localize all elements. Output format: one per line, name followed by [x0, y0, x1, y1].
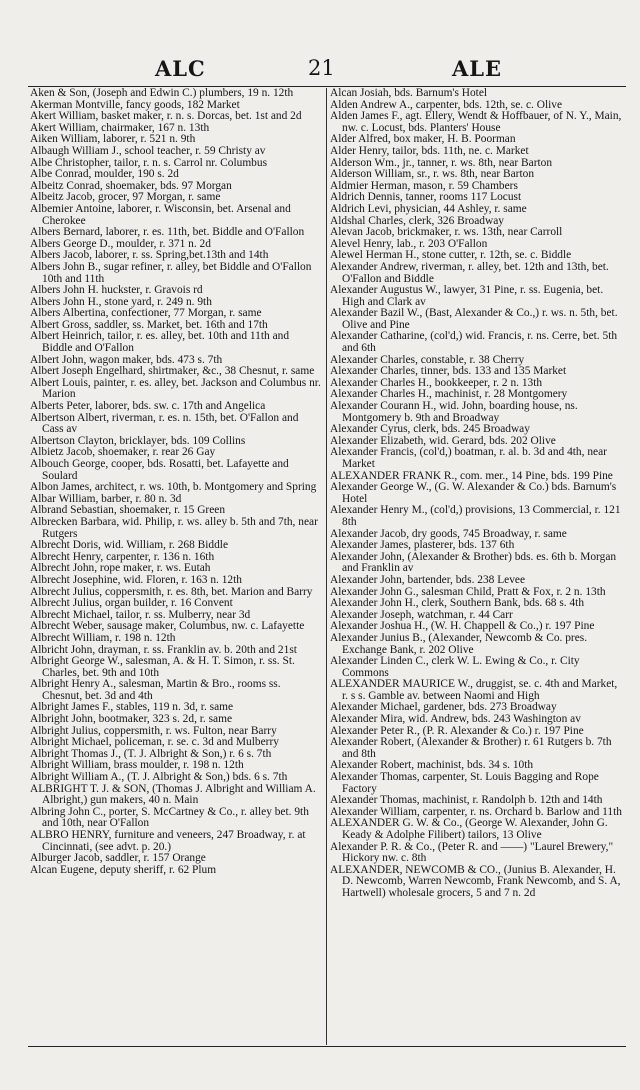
directory-entry: Alexander Thomas, carpenter, St. Louis Bagging and Rope Factory — [330, 771, 599, 795]
directory-entry: Albring John C., porter, S. McCartney & Co., r. alley bet. 9th and 10th, near O'Fallon — [30, 805, 309, 830]
directory-entry: Albert Heinrich, tailor, r. es. alley, bet. 10th and 11th and Biddle and O'Fallon — [30, 330, 290, 355]
directory-entry: Alderson Wm., jr., tanner, r. ws. 8th, near Barton — [330, 156, 553, 169]
directory-entry: Albers John B., sugar refiner, r. alley, bet Biddle and O'Fallon 10th and 11th — [30, 260, 312, 285]
directory-entry: Alexander Mira, wid. Andrew, bds. 243 Washington av — [330, 713, 581, 726]
directory-entry: Albright Thomas J., (T. J. Albright & Son,) r. 6 s. 7th — [30, 747, 272, 760]
right-column — [330, 88, 626, 1046]
directory-entry: Albright George W., salesman, A. & H. T. Simon, r. ss. St. Charles, bet. 9th and 10th — [30, 655, 295, 679]
directory-entry: Alexander Cyrus, clerk, bds. 245 Broadway — [330, 423, 530, 436]
directory-entry: Albrecht Michael, tailor, r. ss. Mulberry, near 3d — [30, 608, 251, 621]
directory-entry: ALBRO HENRY, furniture and veneers, 247 Broadway, r. at Cincinnati, (see advt. p. 20.) — [30, 829, 306, 853]
directory-entry: Alexander Catharine, (col'd,) wid. Francis, r. ns. Cerre, bet. 5th and 6th — [330, 330, 618, 355]
directory-entry: Albrand Sebastian, shoemaker, r. 15 Green — [30, 504, 226, 517]
directory-entry: Alburger Jacob, saddler, r. 157 Orange — [30, 852, 206, 865]
directory-entry: Alexander Charles, constable, r. 38 Cherry — [330, 353, 525, 366]
directory-entry: Aldrich Dennis, tanner, rooms 117 Locust — [330, 191, 522, 204]
directory-entry: Alexander Andrew, riverman, r. alley, bet. 12th and 13th, bet. O'Fallon and Biddle — [330, 260, 609, 285]
directory-entry: Albeitz Jacob, grocer, 97 Morgan, r. same — [30, 191, 221, 204]
directory-entry: Aiken William, laborer, r. 521 n. 9th — [30, 133, 196, 146]
directory-entry: ALEXANDER FRANK R., com. mer., 14 Pine, bds. 199 Pine — [330, 469, 613, 482]
directory-entry: Alexander John, bartender, bds. 238 Levee — [330, 573, 526, 586]
directory-entry: Alexander Jacob, dry goods, 745 Broadway, r. same — [330, 527, 567, 540]
header-left-guide-word: ALC — [155, 56, 206, 81]
directory-entry: Alcan Eugene, deputy sheriff, r. 62 Plum — [30, 863, 217, 876]
directory-entry: Alexander Elizabeth, wid. Gerard, bds. 202 Olive — [330, 434, 556, 447]
column-divider — [326, 88, 327, 1045]
directory-entry: Alder Henry, tailor, bds. 11th, ne. c. Market — [330, 144, 529, 157]
directory-entry: Aldrich Levi, physician, 44 Ashley, r. same — [330, 202, 527, 215]
directory-entry: Alden Andrew A., carpenter, bds. 12th, se. c. Olive — [330, 98, 563, 111]
directory-entry: Alexander John, (Alexander & Brother) bds. es. 6th b. Morgan and Franklin av — [330, 550, 617, 575]
directory-entry: Albrecht John, rope maker, r. ws. Eutah — [30, 562, 211, 575]
directory-entry: Albert Gross, saddler, ss. Market, bet. 16th and 17th — [30, 318, 268, 331]
directory-entry: Albe Christopher, tailor, r. n. s. Carrol nr. Columbus — [30, 156, 268, 169]
directory-entry: Albers George D., moulder, r. 371 n. 2d — [30, 237, 211, 250]
directory-entry: ALEXANDER MAURICE W., druggist, se. c. 4th and Market, r. s s. Gamble av. between Naomi and High — [330, 678, 618, 702]
directory-entry: Albers John H. huckster, r. Gravois rd — [30, 284, 203, 297]
directory-entry: Albe Conrad, moulder, 190 s. 2d — [30, 168, 179, 181]
directory-entry: Albar William, barber, r. 80 n. 3d — [30, 492, 182, 505]
directory-entry: Albrecken Barbara, wid. Philip, r. ws. alley b. 5th and 7th, near Rutgers — [30, 515, 318, 540]
directory-entry: Akert William, basket maker, r. n. s. Dorcas, bet. 1st and 2d — [30, 110, 302, 123]
directory-entry: Alexander Linden C., clerk W. L. Ewing & Co., r. City Commons — [330, 655, 580, 679]
directory-entry: Albricht John, drayman, r. ss. Franklin av. b. 20th and 21st — [30, 643, 297, 656]
directory-entry: Alcan Josiah, bds. Barnum's Hotel — [330, 88, 488, 99]
directory-entry: Akerman Montville, fancy goods, 182 Market — [30, 98, 240, 111]
directory-entry: Alexander Charles H., bookkeeper, r. 2 n. 13th — [330, 376, 543, 389]
directory-entry: Alder Alfred, box maker, H. B. Poorman — [330, 133, 516, 146]
page-header — [0, 52, 640, 88]
directory-entry: Albrecht Josephine, wid. Floren, r. 163 n. 12th — [30, 573, 242, 586]
directory-entry: Alexander Thomas, machinist, r. Randolph b. 12th and 14th — [330, 794, 603, 807]
directory-entry: Alexander Robert, (Alexander & Brother) r. 61 Rutgers b. 7th and 8th — [330, 736, 612, 760]
directory-entry: Albers Bernard, laborer, r. es. 11th, bet. Biddle and O'Fallon — [30, 226, 305, 239]
page-number: 21 — [308, 56, 335, 80]
directory-entry: ALBRIGHT T. J. & SON, (Thomas J. Albright and William A. Albright,) gun makers, 40 n. Main — [30, 782, 316, 807]
directory-entry: Alexander Charles, tinner, bds. 133 and 135 Market — [330, 365, 567, 378]
header-rule — [28, 86, 626, 87]
directory-entry: Alberts Peter, laborer, bds. sw. c. 17th and Angelica — [30, 400, 266, 413]
directory-entry: Albon James, architect, r. ws. 10th, b. Montgomery and Spring — [30, 481, 317, 494]
directory-entry: Albrecht Weber, sausage maker, Columbus, nw. c. Lafayette — [30, 620, 305, 633]
directory-entry: Aldshal Charles, clerk, 326 Broadway — [330, 214, 504, 227]
directory-entry: Albers John H., stone yard, r. 249 n. 9th — [30, 295, 212, 308]
directory-entry: Alexander Robert, machinist, bds. 34 s. 10th — [330, 759, 534, 772]
directory-entry: Akert William, chairmaker, 167 n. 13th — [30, 121, 210, 134]
directory-entry: Albright Julius, coppersmith, r. ws. Fulton, near Barry — [30, 724, 277, 737]
directory-entry: Alexander Courann H., wid. John, boarding house, ns. Montgomery b. 9th and Broadway — [330, 400, 578, 424]
directory-entry: Albright James F., stables, 119 n. 3d, r. same — [30, 701, 234, 714]
directory-entry: Alexander James, plasterer, bds. 137 6th — [330, 539, 515, 552]
directory-entry: Alden James F., agt. Ellery, Wendt & Hoffbauer, of N. Y., Main, nw. c. Locust, bds. Planters' House — [330, 110, 622, 134]
directory-entry: Albright William, brass moulder, r. 198 n. 12th — [30, 759, 244, 772]
directory-entry: Albertson Albert, riverman, r. es. n. 15th, bet. O'Fallon and Cass av — [30, 411, 299, 436]
directory-entry: Alexander Augustus W., lawyer, 31 Pine, r. ss. Eugenia, bet. High and Clark av — [330, 284, 604, 308]
directory-entry: Alexander Henry M., (col'd,) provisions, 13 Commercial, r. 121 8th — [330, 504, 621, 528]
directory-entry: Alexander Charles H., machinist, r. 28 Montgomery — [330, 388, 568, 401]
directory-entry: Albemier Antoine, laborer, r. Wisconsin, bet. Arsenal and Cherokee — [30, 202, 291, 227]
directory-entry: Albrecht Doris, wid. William, r. 268 Biddle — [30, 539, 229, 552]
directory-entry: Albright John, bootmaker, 323 s. 2d, r. same — [30, 713, 233, 726]
directory-entry: Alevel Henry, lab., r. 203 O'Fallon — [330, 237, 488, 250]
directory-entry: Albright William A., (T. J. Albright & Son,) bds. 6 s. 7th — [30, 771, 288, 784]
directory-entry: Albeitz Conrad, shoemaker, bds. 97 Morgan — [30, 179, 232, 192]
directory-entry: ALEXANDER G. W. & Co., (George W. Alexander, John G. Keady & Adolphe Filibert) tailors, 13 Olive — [330, 817, 608, 841]
directory-entry: Albright Henry A., salesman, Martin & Bro., rooms ss. Chesnut, bet. 3d and 4th — [30, 678, 281, 702]
directory-entry: Albers Jacob, laborer, r. ss. Spring,bet.13th and 14th — [30, 249, 269, 262]
directory-entry: Albright Michael, policeman, r. se. c. 3d and Mulberry — [30, 736, 279, 749]
directory-entry: Alexander William, carpenter, r. ns. Orchard b. Barlow and 11th — [330, 805, 622, 818]
directory-entry: Alewel Herman H., stone cutter, r. 12th, se. c. Biddle — [330, 249, 572, 262]
directory-entry: Albietz Jacob, shoemaker, r. rear 26 Gay — [30, 446, 216, 459]
directory-entry: Albertson Clayton, bricklayer, bds. 109 Collins — [30, 434, 246, 447]
header-right-guide-word: ALE — [452, 56, 503, 81]
directory-entry: Alexander John G., salesman Child, Pratt & Fox, r. 2 n. 13th — [330, 585, 606, 598]
directory-entry: Alexander Junius B., (Alexander, Newcomb & Co. pres. Exchange Bank, r. 202 Olive — [330, 631, 588, 656]
directory-entry: Alexander Bazil W., (Bast, Alexander & Co.,) r. ws. n. 5th, bet. Olive and Pine — [330, 307, 618, 331]
directory-entry: Alexander Michael, gardener, bds. 273 Broadway — [330, 701, 557, 714]
directory-entry: Alexander P. R. & Co., (Peter R. and ——) "Laurel Brewery," Hickory nw. c. 8th — [330, 840, 614, 865]
directory-entry: Alexander Joseph, watchman, r. 44 Carr — [330, 608, 513, 621]
directory-entry: Alexander Peter R., (P. R. Alexander & Co.) r. 197 Pine — [330, 724, 584, 737]
directory-entry: Alevan Jacob, brickmaker, r. ws. 13th, near Carroll — [330, 226, 563, 239]
directory-entry: Albert Louis, painter, r. es. alley, bet. Jackson and Columbus nr. Marion — [30, 376, 321, 401]
directory-entry: Aken & Son, (Joseph and Edwin C.) plumbers, 19 n. 12th — [30, 88, 294, 99]
directory-entry: Aldmier Herman, mason, r. 59 Chambers — [330, 179, 518, 192]
directory-entry: ALEXANDER, NEWCOMB & CO., (Junius B. Alexander, H. D. Newcomb, Warren Newcomb, Frank Newcomb, and S. A, Hartwell) wholesale grocers, 5 and 7 n. 2d — [330, 863, 621, 899]
directory-entry: Albouch George, cooper, bds. Rosatti, bet. Lafayette and Soulard — [30, 458, 289, 482]
directory-entry: Albrecht Julius, organ builder, r. 16 Convent — [30, 597, 233, 610]
directory-entry: Albrecht Henry, carpenter, r. 136 n. 16th — [30, 550, 215, 563]
directory-entry: Albers Albertina, confectioner, 77 Morgan, r. same — [30, 307, 262, 320]
directory-entry: Albert Joseph Engelhard, shirtmaker, &c., 38 Chesnut, r. same — [30, 365, 315, 378]
left-column — [30, 88, 322, 1046]
directory-entry: Alexander Francis, (col'd,) boatman, r. al. b. 3d and 4th, near Market — [330, 446, 607, 470]
directory-entry: Alexander George W., (G. W. Alexander & Co.) bds. Barnum's Hotel — [330, 481, 617, 505]
directory-entry: Albrecht William, r. 198 n. 12th — [30, 631, 176, 644]
directory-entry: Alexander Joshua H., (W. H. Chappell & Co.,) r. 197 Pine — [330, 620, 595, 633]
footer-rule — [28, 1046, 626, 1047]
directory-entry: Albrecht Julius, coppersmith, r. es. 8th, bet. Marion and Barry — [30, 585, 313, 598]
directory-entry: Albert John, wagon maker, bds. 473 s. 7th — [30, 353, 223, 366]
directory-entry: Alderson William, sr., r. ws. 8th, near Barton — [330, 168, 535, 181]
directory-entry: Albaugh William J., school teacher, r. 59 Christy av — [30, 144, 266, 157]
directory-entry: Alexander John H., clerk, Southern Bank, bds. 68 s. 4th — [330, 597, 585, 610]
